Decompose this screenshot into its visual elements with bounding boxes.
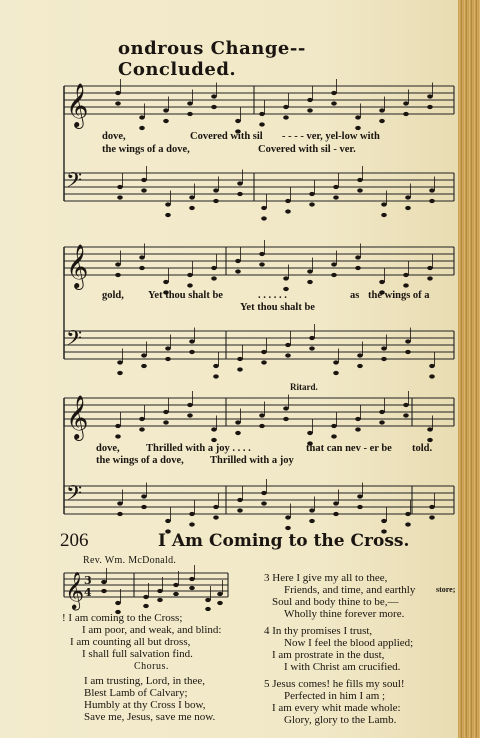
bass-note-notehead — [309, 519, 315, 523]
treble-note-notehead — [427, 94, 433, 98]
lyric-s2-5: the wings of a — [368, 290, 430, 301]
bass-note-notehead — [405, 522, 411, 526]
lyric-s3-2: Thrilled with a joy . . . . — [146, 443, 251, 454]
hymn-note-notehead — [217, 592, 223, 596]
bass-note-notehead — [429, 505, 435, 509]
treble-note-notehead — [187, 403, 193, 407]
time-sig-bottom: 4 — [84, 586, 92, 599]
verse4-line4: I with Christ am crucified. — [284, 661, 401, 673]
bass-note-notehead — [165, 519, 171, 523]
bass-clef-icon: 𝄢 — [66, 168, 83, 197]
bass-note-notehead — [285, 353, 291, 357]
lyric-s1-3: - - - - ver, yel-low with — [282, 131, 380, 142]
bass-note-notehead — [429, 515, 435, 519]
verse3-line3: Soul and body thine to be,— — [272, 596, 399, 608]
treble-note-notehead — [307, 280, 313, 284]
treble-note-notehead — [379, 119, 385, 123]
lyric-s2-4: as — [350, 290, 360, 301]
bass-note-notehead — [141, 505, 147, 509]
treble-note-notehead — [355, 115, 361, 119]
bass-clef-icon: 𝄢 — [66, 481, 83, 510]
lyric-s1-5: Covered with sil - ver. — [258, 144, 356, 155]
treble-note-notehead — [307, 431, 313, 435]
bass-note-notehead — [213, 515, 219, 519]
hymn-note-notehead — [205, 607, 211, 611]
bass-note-notehead — [189, 522, 195, 526]
bass-note-notehead — [357, 353, 363, 357]
bass-note-notehead — [333, 512, 339, 516]
verse4-line3: I am prostrate in the dust, — [272, 649, 385, 661]
hymn-note-notehead — [143, 604, 149, 608]
verse3-line2: Friends, and time, and earthly — [284, 584, 416, 596]
bass-note-notehead — [309, 202, 315, 206]
bass-note-notehead — [165, 346, 171, 350]
bass-note-notehead — [405, 512, 411, 516]
treble-note-notehead — [403, 283, 409, 287]
bass-note-notehead — [285, 526, 291, 530]
bass-note-notehead — [429, 374, 435, 378]
bass-note-notehead — [237, 357, 243, 361]
bass-note-notehead — [261, 360, 267, 364]
treble-note-notehead — [403, 273, 409, 277]
treble-note-notehead — [163, 420, 169, 424]
bass-note-notehead — [405, 195, 411, 199]
treble-note-notehead — [187, 283, 193, 287]
hymn-note-notehead — [101, 589, 107, 593]
treble-note-notehead — [307, 98, 313, 102]
bass-note-notehead — [309, 336, 315, 340]
bass-note-notehead — [405, 350, 411, 354]
bass-note-notehead — [309, 346, 315, 350]
treble-note-notehead — [355, 255, 361, 259]
bass-note-notehead — [261, 216, 267, 220]
bass-note-notehead — [429, 188, 435, 192]
bass-note-notehead — [357, 178, 363, 182]
treble-note-notehead — [115, 434, 121, 438]
verse3-line2-end: store; — [436, 585, 456, 594]
bass-note-notehead — [141, 364, 147, 368]
lyric-s3-4: told. — [412, 443, 433, 454]
lyric-s2-6: Yet thou shalt be — [240, 302, 315, 313]
hymn-note-notehead — [189, 577, 195, 581]
treble-note-notehead — [307, 108, 313, 112]
bass-note-notehead — [213, 199, 219, 203]
bass-note-notehead — [213, 188, 219, 192]
treble-note-notehead — [379, 108, 385, 112]
hymn-note-notehead — [115, 601, 121, 605]
treble-note-notehead — [355, 417, 361, 421]
chorus-line3: Humbly at thy Cross I bow, — [84, 699, 206, 711]
treble-note-notehead — [163, 410, 169, 414]
lyric-s2-2: Yet thou shalt be — [148, 290, 223, 301]
treble-note-notehead — [115, 262, 121, 266]
bass-note-notehead — [189, 350, 195, 354]
bass-note-notehead — [333, 185, 339, 189]
bass-note-notehead — [285, 209, 291, 213]
hymn-number: 206 — [60, 530, 89, 551]
treble-note-notehead — [283, 406, 289, 410]
bass-note-notehead — [333, 360, 339, 364]
treble-note-notehead — [139, 115, 145, 119]
treble-note-notehead — [187, 101, 193, 105]
bass-note-notehead — [237, 192, 243, 196]
treble-note-notehead — [259, 413, 265, 417]
treble-note-notehead — [331, 424, 337, 428]
bass-note-notehead — [117, 371, 123, 375]
bass-note-notehead — [309, 192, 315, 196]
bass-note-notehead — [261, 501, 267, 505]
bass-note-notehead — [261, 206, 267, 210]
bass-note-notehead — [237, 181, 243, 185]
chorus-line2: Blest Lamb of Calvary; — [84, 687, 188, 699]
hymn-note-notehead — [173, 592, 179, 596]
treble-clef-icon: 𝄞 — [66, 395, 89, 439]
bass-note-notehead — [309, 508, 315, 512]
bass-note-notehead — [333, 371, 339, 375]
bass-note-notehead — [429, 364, 435, 368]
verse1-line4: I shall full salvation find. — [82, 648, 193, 660]
lyric-s1-4: the wings of a dove, — [102, 144, 190, 155]
hymn-note-notehead — [157, 598, 163, 602]
treble-note-notehead — [163, 119, 169, 123]
bass-note-notehead — [237, 508, 243, 512]
treble-note-notehead — [355, 126, 361, 130]
lyric-s2-1: gold, — [102, 290, 124, 301]
treble-note-notehead — [355, 427, 361, 431]
bass-note-notehead — [405, 206, 411, 210]
treble-note-notehead — [235, 431, 241, 435]
treble-note-notehead — [331, 91, 337, 95]
lyric-s3-6: Thrilled with a joy — [210, 455, 294, 466]
treble-note-notehead — [427, 276, 433, 280]
lyric-s3-5: the wings of a dove, — [96, 455, 184, 466]
bass-note-notehead — [213, 374, 219, 378]
lyric-s3-1: dove, — [96, 443, 120, 454]
chorus-line1: I am trusting, Lord, in thee, — [84, 675, 205, 687]
treble-note-notehead — [427, 266, 433, 270]
hymn-note-notehead — [173, 583, 179, 587]
treble-note-notehead — [331, 273, 337, 277]
hymn-note-notehead — [157, 589, 163, 593]
treble-note-notehead — [139, 255, 145, 259]
bass-note-notehead — [189, 206, 195, 210]
treble-note-notehead — [235, 119, 241, 123]
bass-note-notehead — [333, 195, 339, 199]
treble-note-notehead — [379, 420, 385, 424]
page-header-title: ondrous Change--Concluded. — [118, 38, 306, 80]
hymn-note-notehead — [189, 586, 195, 590]
treble-clef-icon: 𝄞 — [65, 571, 85, 609]
treble-note-notehead — [403, 112, 409, 116]
treble-note-notehead — [331, 101, 337, 105]
treble-note-notehead — [427, 105, 433, 109]
treble-note-notehead — [115, 273, 121, 277]
bass-note-notehead — [213, 364, 219, 368]
bass-note-notehead — [381, 213, 387, 217]
bass-note-notehead — [405, 339, 411, 343]
bass-note-notehead — [189, 339, 195, 343]
treble-note-notehead — [187, 273, 193, 277]
lyric-s1-2: Covered with sil — [190, 131, 263, 142]
treble-note-notehead — [427, 438, 433, 442]
bass-note-notehead — [165, 213, 171, 217]
treble-note-notehead — [283, 276, 289, 280]
verse5-line3: I am every whit made whole: — [272, 702, 401, 714]
bass-note-notehead — [141, 494, 147, 498]
bass-note-notehead — [213, 505, 219, 509]
bass-note-notehead — [165, 202, 171, 206]
lyric-s2-3: . . . . . . — [258, 290, 287, 301]
treble-note-notehead — [307, 269, 313, 273]
treble-note-notehead — [115, 101, 121, 105]
hymn-note-notehead — [143, 595, 149, 599]
treble-note-notehead — [331, 434, 337, 438]
hymn-title: I Am Coming to the Cross. — [158, 531, 410, 551]
treble-note-notehead — [235, 269, 241, 273]
verse3-line4: Wholly thine forever more. — [284, 608, 405, 620]
lyric-s3-3: that can nev - er be — [306, 443, 392, 454]
treble-note-notehead — [139, 417, 145, 421]
bass-note-notehead — [141, 178, 147, 182]
bass-note-notehead — [285, 343, 291, 347]
verse4-line1: 4 In thy promises I trust, — [264, 625, 373, 637]
hymn-note-notehead — [217, 601, 223, 605]
bass-note-notehead — [285, 515, 291, 519]
treble-note-notehead — [211, 266, 217, 270]
treble-note-notehead — [211, 105, 217, 109]
bass-note-notehead — [357, 505, 363, 509]
treble-note-notehead — [259, 262, 265, 266]
bass-note-notehead — [333, 501, 339, 505]
bass-note-notehead — [117, 360, 123, 364]
hymn-author: Rev. Wm. McDonald. — [83, 555, 177, 566]
bass-note-notehead — [141, 188, 147, 192]
verse5-line2: Perfected in him I am ; — [284, 690, 386, 702]
treble-note-notehead — [259, 112, 265, 116]
treble-note-notehead — [211, 427, 217, 431]
bass-note-notehead — [117, 501, 123, 505]
bass-note-notehead — [381, 519, 387, 523]
treble-note-notehead — [139, 427, 145, 431]
bass-note-notehead — [285, 199, 291, 203]
bass-note-notehead — [261, 350, 267, 354]
treble-note-notehead — [211, 94, 217, 98]
treble-note-notehead — [163, 108, 169, 112]
treble-note-notehead — [379, 410, 385, 414]
verse1-line3: I am counting all but dross, — [70, 636, 191, 648]
treble-clef-icon: 𝄞 — [66, 83, 89, 127]
chorus-line4: Save me, Jesus, save me now. — [84, 711, 216, 723]
bass-note-notehead — [381, 346, 387, 350]
treble-note-notehead — [403, 101, 409, 105]
bass-note-notehead — [117, 195, 123, 199]
bass-note-notehead — [357, 188, 363, 192]
chorus-label: Chorus. — [134, 661, 169, 672]
bass-note-notehead — [357, 494, 363, 498]
time-sig-top: 3 — [84, 574, 92, 587]
treble-note-notehead — [187, 112, 193, 116]
treble-note-notehead — [427, 427, 433, 431]
treble-note-notehead — [115, 424, 121, 428]
bass-note-notehead — [237, 367, 243, 371]
treble-note-notehead — [211, 438, 217, 442]
treble-note-notehead — [403, 413, 409, 417]
bass-note-notehead — [117, 512, 123, 516]
bass-note-notehead — [381, 202, 387, 206]
treble-note-notehead — [403, 403, 409, 407]
verse5-line4: Glory, glory to the Lamb. — [284, 714, 397, 726]
treble-note-notehead — [283, 115, 289, 119]
treble-note-notehead — [283, 105, 289, 109]
bass-note-notehead — [381, 357, 387, 361]
treble-note-notehead — [139, 266, 145, 270]
bass-note-notehead — [141, 353, 147, 357]
treble-note-notehead — [355, 266, 361, 270]
verse1-line1: ! I am coming to the Cross; — [62, 612, 183, 624]
bass-note-notehead — [165, 357, 171, 361]
bass-note-notehead — [261, 491, 267, 495]
verse4-line2: Now I feel the blood applied; — [284, 637, 414, 649]
treble-note-notehead — [163, 280, 169, 284]
treble-note-notehead — [259, 122, 265, 126]
treble-clef-icon: 𝄞 — [66, 244, 89, 288]
treble-note-notehead — [139, 126, 145, 130]
bass-note-notehead — [237, 498, 243, 502]
treble-note-notehead — [211, 276, 217, 280]
hymn-note-notehead — [205, 598, 211, 602]
verse5-line1: 5 Jesus comes! he fills my soul! — [264, 678, 405, 690]
treble-note-notehead — [235, 259, 241, 263]
treble-note-notehead — [331, 262, 337, 266]
treble-note-notehead — [187, 413, 193, 417]
treble-note-notehead — [115, 91, 121, 95]
verse1-line2: I am poor, and weak, and blind: — [82, 624, 222, 636]
hymn-note-notehead — [101, 580, 107, 584]
bass-note-notehead — [117, 185, 123, 189]
bass-note-notehead — [357, 364, 363, 368]
bass-clef-icon: 𝄢 — [66, 326, 83, 355]
treble-note-notehead — [259, 424, 265, 428]
treble-note-notehead — [235, 420, 241, 424]
treble-note-notehead — [283, 417, 289, 421]
lyric-s1-1: dove, — [102, 131, 126, 142]
verse3-line1: 3 Here I give my all to thee, — [264, 572, 388, 584]
bass-note-notehead — [189, 195, 195, 199]
book-spine — [458, 0, 480, 738]
treble-note-notehead — [379, 280, 385, 284]
bass-note-notehead — [429, 199, 435, 203]
treble-note-notehead — [259, 252, 265, 256]
bass-note-notehead — [189, 512, 195, 516]
ritard-marking: Ritard. — [290, 382, 318, 392]
